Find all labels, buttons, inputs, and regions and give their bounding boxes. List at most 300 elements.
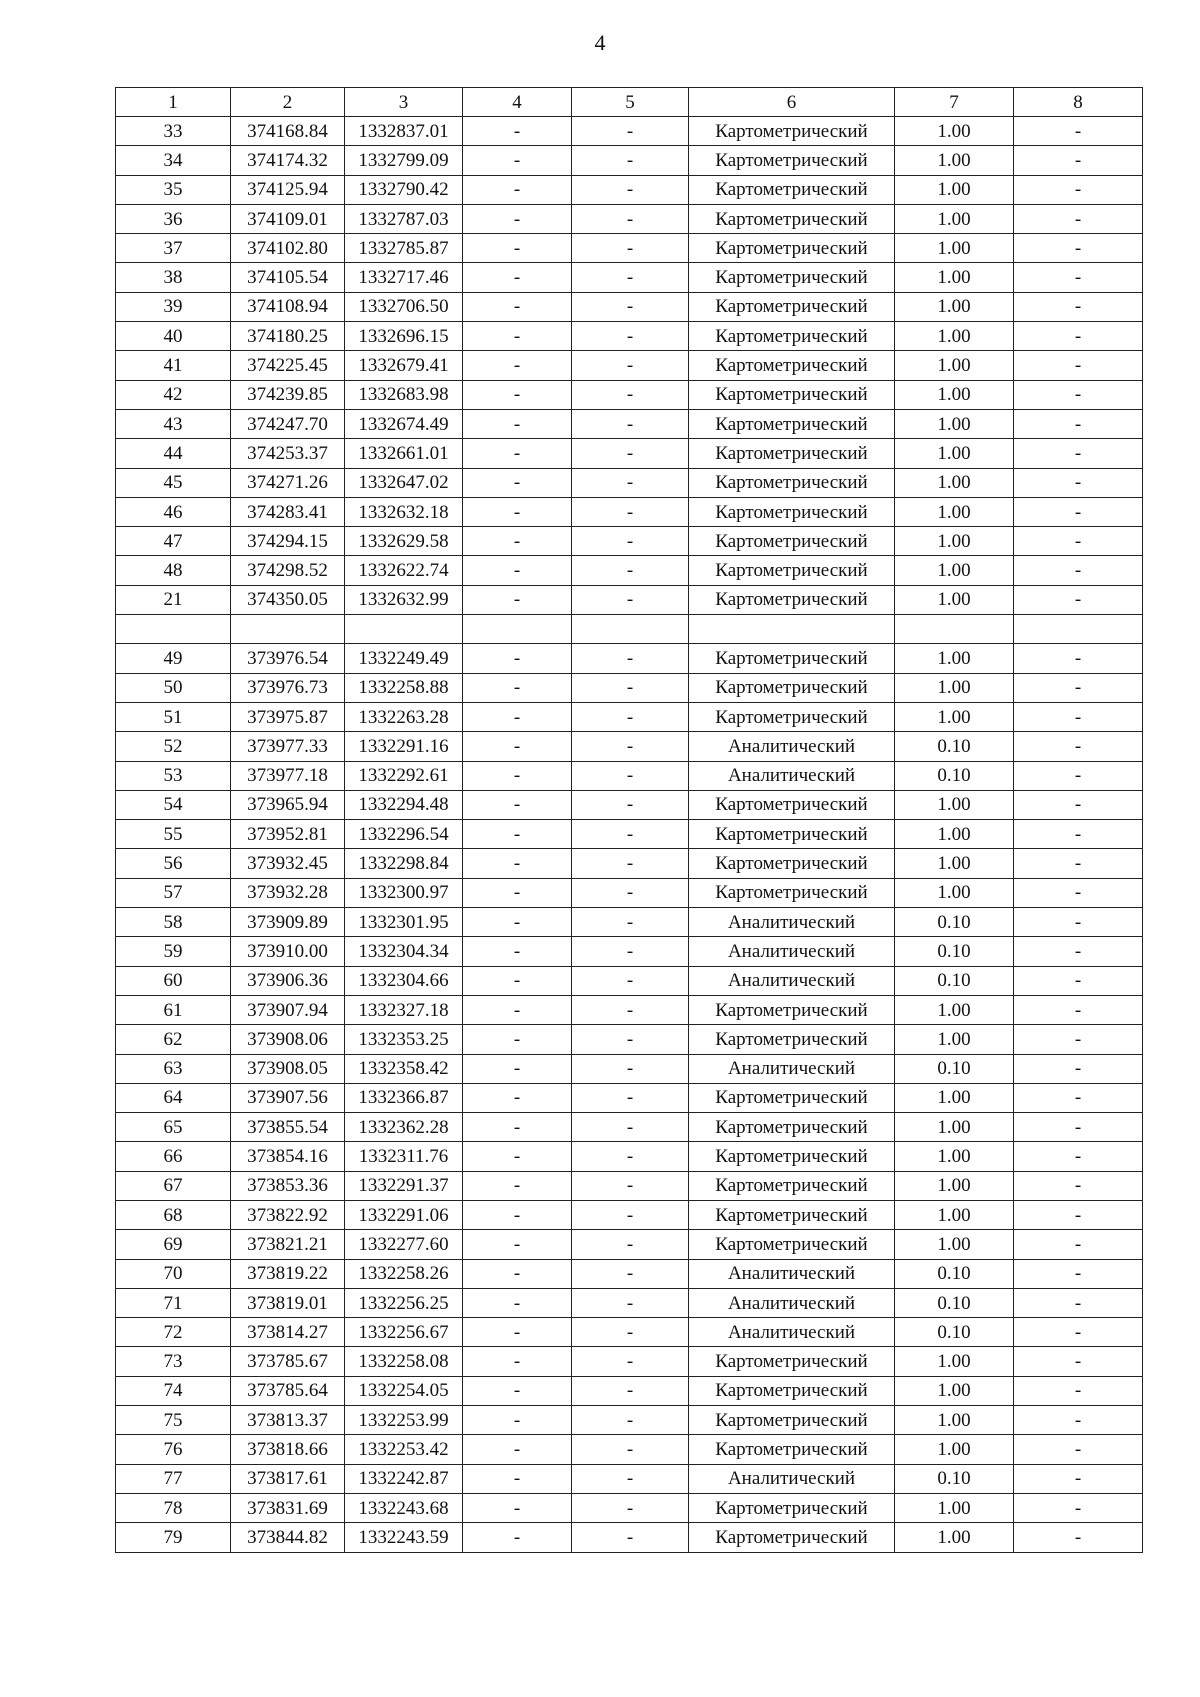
y-coordinate-cell: 1332622.74 bbox=[345, 556, 463, 585]
col4-cell: - bbox=[463, 439, 572, 468]
table-row bbox=[116, 849, 1143, 878]
table-row bbox=[116, 1493, 1143, 1522]
y-coordinate-cell: 1332304.66 bbox=[345, 966, 463, 995]
col5-cell: - bbox=[572, 1200, 689, 1229]
table-row bbox=[116, 409, 1143, 438]
method-cell: Картометрический bbox=[689, 497, 895, 526]
col4-cell: - bbox=[463, 585, 572, 614]
point-number-cell: 46 bbox=[116, 497, 231, 526]
accuracy-cell: 0.10 bbox=[895, 761, 1014, 790]
table-row bbox=[116, 351, 1143, 380]
col8-cell: - bbox=[1014, 1054, 1143, 1083]
col4-cell: - bbox=[463, 1523, 572, 1552]
x-coordinate-cell: 373907.56 bbox=[231, 1083, 345, 1112]
page-number: 4 bbox=[594, 30, 606, 55]
accuracy-cell: 1.00 bbox=[895, 1376, 1014, 1405]
col5-cell: - bbox=[572, 497, 689, 526]
accuracy-cell: 0.10 bbox=[895, 1288, 1014, 1317]
col5-cell: - bbox=[572, 175, 689, 204]
y-coordinate-cell: 1332258.26 bbox=[345, 1259, 463, 1288]
accuracy-cell: 0.10 bbox=[895, 732, 1014, 761]
col5-cell: - bbox=[572, 1230, 689, 1259]
col4-cell: - bbox=[463, 1083, 572, 1112]
method-cell: Картометрический bbox=[689, 849, 895, 878]
col4-cell: - bbox=[463, 1171, 572, 1200]
point-number-cell: 71 bbox=[116, 1288, 231, 1317]
table-row bbox=[116, 175, 1143, 204]
col4-cell: - bbox=[463, 702, 572, 731]
x-coordinate-cell: 373932.28 bbox=[231, 878, 345, 907]
col8-cell: - bbox=[1014, 1113, 1143, 1142]
x-coordinate-cell: 373932.45 bbox=[231, 849, 345, 878]
point-number-cell: 67 bbox=[116, 1171, 231, 1200]
col5-cell: - bbox=[572, 1259, 689, 1288]
col8-cell: - bbox=[1014, 908, 1143, 937]
col4-cell: - bbox=[463, 1435, 572, 1464]
table-row bbox=[116, 1347, 1143, 1376]
accuracy-cell: 1.00 bbox=[895, 497, 1014, 526]
x-coordinate-cell: 373854.16 bbox=[231, 1142, 345, 1171]
col4-cell: - bbox=[463, 1200, 572, 1229]
col8-cell: - bbox=[1014, 263, 1143, 292]
point-number-cell: 37 bbox=[116, 234, 231, 263]
accuracy-cell: 1.00 bbox=[895, 380, 1014, 409]
col8-cell: - bbox=[1014, 702, 1143, 731]
column-header-5: 5 bbox=[572, 88, 689, 117]
method-cell: Картометрический bbox=[689, 790, 895, 819]
col4-cell bbox=[463, 615, 572, 644]
y-coordinate-cell: 1332301.95 bbox=[345, 908, 463, 937]
col5-cell: - bbox=[572, 1288, 689, 1317]
col4-cell: - bbox=[463, 1288, 572, 1317]
point-number-cell: 60 bbox=[116, 966, 231, 995]
col8-cell: - bbox=[1014, 1406, 1143, 1435]
col4-cell: - bbox=[463, 234, 572, 263]
method-cell: Аналитический bbox=[689, 1054, 895, 1083]
col4-cell: - bbox=[463, 732, 572, 761]
col5-cell: - bbox=[572, 292, 689, 321]
y-coordinate-cell: 1332256.25 bbox=[345, 1288, 463, 1317]
accuracy-cell: 1.00 bbox=[895, 1435, 1014, 1464]
point-number-cell: 66 bbox=[116, 1142, 231, 1171]
col8-cell: - bbox=[1014, 585, 1143, 614]
accuracy-cell: 0.10 bbox=[895, 1259, 1014, 1288]
col5-cell: - bbox=[572, 732, 689, 761]
point-number-cell: 63 bbox=[116, 1054, 231, 1083]
table-row bbox=[116, 908, 1143, 937]
y-coordinate-cell: 1332291.37 bbox=[345, 1171, 463, 1200]
method-cell: Картометрический bbox=[689, 351, 895, 380]
accuracy-cell: 1.00 bbox=[895, 702, 1014, 731]
col8-cell: - bbox=[1014, 1025, 1143, 1054]
table-row bbox=[116, 1200, 1143, 1229]
x-coordinate-cell: 374225.45 bbox=[231, 351, 345, 380]
accuracy-cell: 0.10 bbox=[895, 1054, 1014, 1083]
method-cell: Картометрический bbox=[689, 1200, 895, 1229]
point-number-cell: 42 bbox=[116, 380, 231, 409]
col8-cell: - bbox=[1014, 995, 1143, 1024]
point-number-cell: 73 bbox=[116, 1347, 231, 1376]
point-number-cell: 56 bbox=[116, 849, 231, 878]
point-number-cell: 38 bbox=[116, 263, 231, 292]
col4-cell: - bbox=[463, 556, 572, 585]
method-cell: Картометрический bbox=[689, 380, 895, 409]
point-number-cell: 52 bbox=[116, 732, 231, 761]
table-row bbox=[116, 380, 1143, 409]
accuracy-cell: 1.00 bbox=[895, 263, 1014, 292]
method-cell: Картометрический bbox=[689, 1083, 895, 1112]
table-row bbox=[116, 234, 1143, 263]
x-coordinate-cell: 373952.81 bbox=[231, 820, 345, 849]
table-row bbox=[116, 1054, 1143, 1083]
y-coordinate-cell: 1332785.87 bbox=[345, 234, 463, 263]
x-coordinate-cell: 373785.64 bbox=[231, 1376, 345, 1405]
y-coordinate-cell: 1332256.67 bbox=[345, 1318, 463, 1347]
col5-cell: - bbox=[572, 1113, 689, 1142]
col4-cell: - bbox=[463, 1142, 572, 1171]
table-row bbox=[116, 292, 1143, 321]
col5-cell bbox=[572, 615, 689, 644]
accuracy-cell: 1.00 bbox=[895, 820, 1014, 849]
method-cell: Аналитический bbox=[689, 761, 895, 790]
y-coordinate-cell: 1332242.87 bbox=[345, 1464, 463, 1493]
col4-cell: - bbox=[463, 673, 572, 702]
x-coordinate-cell: 374283.41 bbox=[231, 497, 345, 526]
accuracy-cell: 1.00 bbox=[895, 995, 1014, 1024]
table-row bbox=[116, 1464, 1143, 1493]
col5-cell: - bbox=[572, 702, 689, 731]
col8-cell: - bbox=[1014, 1464, 1143, 1493]
y-coordinate-cell: 1332696.15 bbox=[345, 322, 463, 351]
y-coordinate-cell: 1332243.68 bbox=[345, 1493, 463, 1522]
method-cell: Аналитический bbox=[689, 1318, 895, 1347]
col5-cell: - bbox=[572, 1142, 689, 1171]
accuracy-cell: 1.00 bbox=[895, 1083, 1014, 1112]
col4-cell: - bbox=[463, 1406, 572, 1435]
accuracy-cell: 1.00 bbox=[895, 556, 1014, 585]
accuracy-cell bbox=[895, 615, 1014, 644]
col8-cell: - bbox=[1014, 937, 1143, 966]
y-coordinate-cell: 1332683.98 bbox=[345, 380, 463, 409]
table-row bbox=[116, 673, 1143, 702]
col5-cell: - bbox=[572, 1376, 689, 1405]
y-coordinate-cell: 1332799.09 bbox=[345, 146, 463, 175]
point-number-cell: 70 bbox=[116, 1259, 231, 1288]
method-cell: Аналитический bbox=[689, 908, 895, 937]
y-coordinate-cell: 1332717.46 bbox=[345, 263, 463, 292]
table-row bbox=[116, 937, 1143, 966]
x-coordinate-cell: 373976.54 bbox=[231, 644, 345, 673]
point-number-cell: 41 bbox=[116, 351, 231, 380]
table-row bbox=[116, 820, 1143, 849]
x-coordinate-cell: 373818.66 bbox=[231, 1435, 345, 1464]
col4-cell: - bbox=[463, 1025, 572, 1054]
col5-cell: - bbox=[572, 995, 689, 1024]
table-row bbox=[116, 1259, 1143, 1288]
col8-cell: - bbox=[1014, 1435, 1143, 1464]
col8-cell: - bbox=[1014, 732, 1143, 761]
header-row bbox=[116, 88, 1143, 117]
point-number-cell: 64 bbox=[116, 1083, 231, 1112]
point-number-cell: 58 bbox=[116, 908, 231, 937]
x-coordinate-cell: 374253.37 bbox=[231, 439, 345, 468]
table-row bbox=[116, 146, 1143, 175]
col4-cell: - bbox=[463, 908, 572, 937]
col5-cell: - bbox=[572, 322, 689, 351]
y-coordinate-cell: 1332296.54 bbox=[345, 820, 463, 849]
table-row bbox=[116, 322, 1143, 351]
col5-cell: - bbox=[572, 234, 689, 263]
col5-cell: - bbox=[572, 849, 689, 878]
col4-cell: - bbox=[463, 1376, 572, 1405]
accuracy-cell: 1.00 bbox=[895, 527, 1014, 556]
accuracy-cell: 1.00 bbox=[895, 117, 1014, 146]
col8-cell bbox=[1014, 615, 1143, 644]
accuracy-cell: 1.00 bbox=[895, 585, 1014, 614]
method-cell: Картометрический bbox=[689, 1113, 895, 1142]
col8-cell: - bbox=[1014, 761, 1143, 790]
col8-cell: - bbox=[1014, 1230, 1143, 1259]
x-coordinate-cell: 374180.25 bbox=[231, 322, 345, 351]
y-coordinate-cell: 1332358.42 bbox=[345, 1054, 463, 1083]
col4-cell: - bbox=[463, 527, 572, 556]
col5-cell: - bbox=[572, 1435, 689, 1464]
col8-cell: - bbox=[1014, 146, 1143, 175]
col4-cell: - bbox=[463, 820, 572, 849]
point-number-cell: 78 bbox=[116, 1493, 231, 1522]
x-coordinate-cell: 374105.54 bbox=[231, 263, 345, 292]
accuracy-cell: 0.10 bbox=[895, 908, 1014, 937]
x-coordinate-cell: 373908.05 bbox=[231, 1054, 345, 1083]
x-coordinate-cell: 373785.67 bbox=[231, 1347, 345, 1376]
x-coordinate-cell: 374125.94 bbox=[231, 175, 345, 204]
y-coordinate-cell: 1332647.02 bbox=[345, 468, 463, 497]
point-number-cell: 33 bbox=[116, 117, 231, 146]
x-coordinate-cell: 373977.33 bbox=[231, 732, 345, 761]
table-row bbox=[116, 468, 1143, 497]
col8-cell: - bbox=[1014, 351, 1143, 380]
col5-cell: - bbox=[572, 1523, 689, 1552]
method-cell: Картометрический bbox=[689, 322, 895, 351]
accuracy-cell: 1.00 bbox=[895, 1113, 1014, 1142]
table-row bbox=[116, 1376, 1143, 1405]
x-coordinate-cell: 374271.26 bbox=[231, 468, 345, 497]
accuracy-cell: 1.00 bbox=[895, 1230, 1014, 1259]
y-coordinate-cell: 1332311.76 bbox=[345, 1142, 463, 1171]
col4-cell: - bbox=[463, 263, 572, 292]
x-coordinate-cell: 373844.82 bbox=[231, 1523, 345, 1552]
x-coordinate-cell: 373906.36 bbox=[231, 966, 345, 995]
col8-cell: - bbox=[1014, 790, 1143, 819]
y-coordinate-cell: 1332292.61 bbox=[345, 761, 463, 790]
method-cell: Картометрический bbox=[689, 1406, 895, 1435]
method-cell: Картометрический bbox=[689, 1376, 895, 1405]
col5-cell: - bbox=[572, 790, 689, 819]
col4-cell: - bbox=[463, 1347, 572, 1376]
table-row bbox=[116, 1523, 1143, 1552]
y-coordinate-cell: 1332249.49 bbox=[345, 644, 463, 673]
table-row bbox=[116, 790, 1143, 819]
table-row bbox=[116, 1435, 1143, 1464]
y-coordinate-cell: 1332291.06 bbox=[345, 1200, 463, 1229]
col4-cell: - bbox=[463, 117, 572, 146]
point-number-cell: 79 bbox=[116, 1523, 231, 1552]
point-number-cell: 75 bbox=[116, 1406, 231, 1435]
accuracy-cell: 1.00 bbox=[895, 673, 1014, 702]
y-coordinate-cell: 1332366.87 bbox=[345, 1083, 463, 1112]
x-coordinate-cell: 373817.61 bbox=[231, 1464, 345, 1493]
method-cell: Картометрический bbox=[689, 263, 895, 292]
point-number-cell: 34 bbox=[116, 146, 231, 175]
accuracy-cell: 1.00 bbox=[895, 1171, 1014, 1200]
x-coordinate-cell: 373831.69 bbox=[231, 1493, 345, 1522]
accuracy-cell: 0.10 bbox=[895, 937, 1014, 966]
accuracy-cell: 1.00 bbox=[895, 234, 1014, 263]
accuracy-cell: 0.10 bbox=[895, 1318, 1014, 1347]
accuracy-cell: 1.00 bbox=[895, 1523, 1014, 1552]
col5-cell: - bbox=[572, 644, 689, 673]
y-coordinate-cell: 1332629.58 bbox=[345, 527, 463, 556]
x-coordinate-cell: 373908.06 bbox=[231, 1025, 345, 1054]
col5-cell: - bbox=[572, 146, 689, 175]
col5-cell: - bbox=[572, 1171, 689, 1200]
column-header-4: 4 bbox=[463, 88, 572, 117]
column-header-8: 8 bbox=[1014, 88, 1143, 117]
accuracy-cell: 1.00 bbox=[895, 1142, 1014, 1171]
x-coordinate-cell: 373855.54 bbox=[231, 1113, 345, 1142]
table-row bbox=[116, 615, 1143, 644]
x-coordinate-cell: 374109.01 bbox=[231, 204, 345, 233]
y-coordinate-cell: 1332254.05 bbox=[345, 1376, 463, 1405]
table-row bbox=[116, 585, 1143, 614]
coordinates-table bbox=[115, 87, 1143, 1553]
y-coordinate-cell: 1332253.42 bbox=[345, 1435, 463, 1464]
accuracy-cell: 0.10 bbox=[895, 1464, 1014, 1493]
col8-cell: - bbox=[1014, 380, 1143, 409]
col5-cell: - bbox=[572, 1464, 689, 1493]
x-coordinate-cell: 373965.94 bbox=[231, 790, 345, 819]
col8-cell: - bbox=[1014, 1200, 1143, 1229]
col4-cell: - bbox=[463, 204, 572, 233]
col8-cell: - bbox=[1014, 556, 1143, 585]
point-number-cell: 72 bbox=[116, 1318, 231, 1347]
table-row bbox=[116, 117, 1143, 146]
point-number-cell: 68 bbox=[116, 1200, 231, 1229]
method-cell: Картометрический bbox=[689, 439, 895, 468]
point-number-cell: 43 bbox=[116, 409, 231, 438]
col8-cell: - bbox=[1014, 1493, 1143, 1522]
y-coordinate-cell: 1332258.08 bbox=[345, 1347, 463, 1376]
x-coordinate-cell: 373977.18 bbox=[231, 761, 345, 790]
col4-cell: - bbox=[463, 790, 572, 819]
point-number-cell: 49 bbox=[116, 644, 231, 673]
col8-cell: - bbox=[1014, 117, 1143, 146]
method-cell: Картометрический bbox=[689, 995, 895, 1024]
y-coordinate-cell: 1332277.60 bbox=[345, 1230, 463, 1259]
col4-cell: - bbox=[463, 849, 572, 878]
x-coordinate-cell: 374108.94 bbox=[231, 292, 345, 321]
x-coordinate-cell: 374294.15 bbox=[231, 527, 345, 556]
col5-cell: - bbox=[572, 1025, 689, 1054]
method-cell: Картометрический bbox=[689, 1435, 895, 1464]
method-cell: Аналитический bbox=[689, 1288, 895, 1317]
method-cell: Картометрический bbox=[689, 204, 895, 233]
point-number-cell: 45 bbox=[116, 468, 231, 497]
accuracy-cell: 1.00 bbox=[895, 1406, 1014, 1435]
col8-cell: - bbox=[1014, 175, 1143, 204]
col8-cell: - bbox=[1014, 820, 1143, 849]
method-cell: Картометрический bbox=[689, 117, 895, 146]
col5-cell: - bbox=[572, 380, 689, 409]
col5-cell: - bbox=[572, 204, 689, 233]
accuracy-cell: 1.00 bbox=[895, 351, 1014, 380]
point-number-cell: 44 bbox=[116, 439, 231, 468]
method-cell: Аналитический bbox=[689, 1464, 895, 1493]
col5-cell: - bbox=[572, 966, 689, 995]
col5-cell: - bbox=[572, 1083, 689, 1112]
col8-cell: - bbox=[1014, 1142, 1143, 1171]
accuracy-cell: 1.00 bbox=[895, 439, 1014, 468]
y-coordinate-cell: 1332300.97 bbox=[345, 878, 463, 907]
x-coordinate-cell bbox=[231, 615, 345, 644]
method-cell: Картометрический bbox=[689, 556, 895, 585]
col8-cell: - bbox=[1014, 292, 1143, 321]
x-coordinate-cell: 373909.89 bbox=[231, 908, 345, 937]
table-row bbox=[116, 1230, 1143, 1259]
point-number-cell: 65 bbox=[116, 1113, 231, 1142]
point-number-cell: 54 bbox=[116, 790, 231, 819]
point-number-cell: 62 bbox=[116, 1025, 231, 1054]
x-coordinate-cell: 374102.80 bbox=[231, 234, 345, 263]
table-row bbox=[116, 1288, 1143, 1317]
col8-cell: - bbox=[1014, 849, 1143, 878]
table-row bbox=[116, 1171, 1143, 1200]
column-header-7: 7 bbox=[895, 88, 1014, 117]
x-coordinate-cell: 374247.70 bbox=[231, 409, 345, 438]
accuracy-cell: 1.00 bbox=[895, 878, 1014, 907]
point-number-cell: 53 bbox=[116, 761, 231, 790]
table-body bbox=[116, 117, 1143, 1553]
y-coordinate-cell: 1332362.28 bbox=[345, 1113, 463, 1142]
method-cell: Картометрический bbox=[689, 409, 895, 438]
accuracy-cell: 1.00 bbox=[895, 849, 1014, 878]
col4-cell: - bbox=[463, 1464, 572, 1493]
column-header-2: 2 bbox=[231, 88, 345, 117]
method-cell: Аналитический bbox=[689, 732, 895, 761]
x-coordinate-cell: 373819.01 bbox=[231, 1288, 345, 1317]
method-cell: Аналитический bbox=[689, 937, 895, 966]
col5-cell: - bbox=[572, 1406, 689, 1435]
col8-cell: - bbox=[1014, 439, 1143, 468]
column-header-1: 1 bbox=[116, 88, 231, 117]
col8-cell: - bbox=[1014, 497, 1143, 526]
col4-cell: - bbox=[463, 1113, 572, 1142]
table-row bbox=[116, 878, 1143, 907]
col5-cell: - bbox=[572, 878, 689, 907]
col4-cell: - bbox=[463, 761, 572, 790]
accuracy-cell: 1.00 bbox=[895, 204, 1014, 233]
y-coordinate-cell: 1332674.49 bbox=[345, 409, 463, 438]
point-number-cell: 50 bbox=[116, 673, 231, 702]
y-coordinate-cell: 1332706.50 bbox=[345, 292, 463, 321]
col4-cell: - bbox=[463, 175, 572, 204]
y-coordinate-cell bbox=[345, 615, 463, 644]
col8-cell: - bbox=[1014, 1523, 1143, 1552]
col5-cell: - bbox=[572, 1347, 689, 1376]
accuracy-cell: 1.00 bbox=[895, 175, 1014, 204]
accuracy-cell: 1.00 bbox=[895, 322, 1014, 351]
method-cell: Картометрический bbox=[689, 146, 895, 175]
